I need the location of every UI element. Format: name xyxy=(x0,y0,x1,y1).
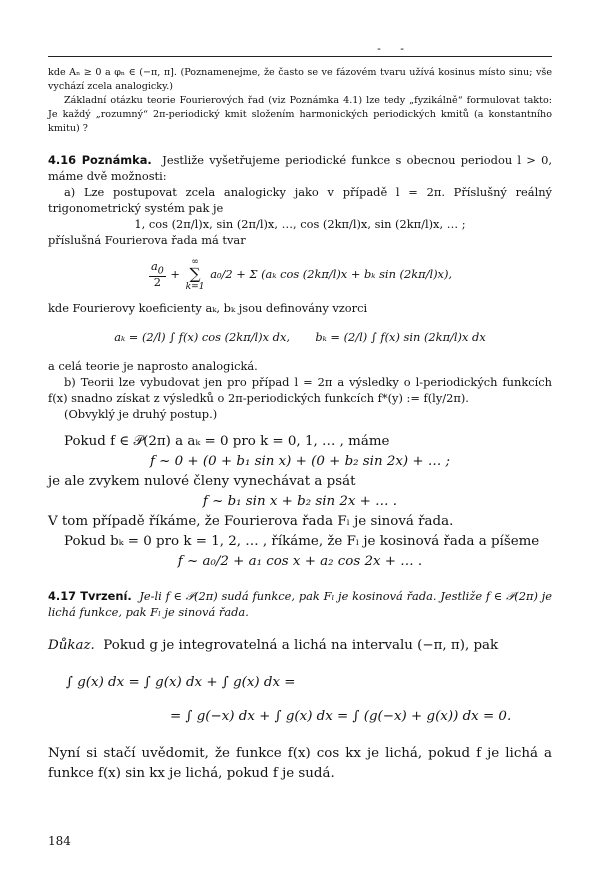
intro-paragraph-2: Základní otázku teorie Fourierových řad (viz Poznámka 4.1) lze tedy „fyzikálně“ formulovat takto: Je každý „rozumný“ 2π-periodický kmit složením harmonických periodických kmitů (a konstantního kmitu) ? xyxy=(48,95,552,134)
even-odd-f2: f ~ b₁ sin x + b₂ sin 2x + … . xyxy=(202,494,398,509)
series-intro: příslušná Fourierova řada má tvar xyxy=(48,233,246,247)
even-odd-f1: f ~ 0 + (0 + b₁ sin x) + (0 + b₂ sin 2x) + … ; xyxy=(149,454,451,469)
frac-a0-half: $\frac{a_0}{2}$ xyxy=(150,258,164,290)
even-odd-f3: f ~ a₀/2 + a₁ cos x + a₂ cos 2x + … . xyxy=(177,554,423,569)
analog-text: a celá teorie je naprosto analogická. xyxy=(48,359,258,373)
remark-option-b: b) Teorii lze vybudovat jen pro případ l = 2π a výsledky o l-periodických funkcích f(x) snadno získat z výsledků o 2π-periodických funkcích f*(y) := f(ly/2π). xyxy=(48,375,552,405)
proof-equation-2: = ∫ g(−x) dx + ∫ g(x) dx = ∫ (g(−x) + g(x)) dx = 0. xyxy=(170,709,512,724)
even-odd-p4: Pokud bₖ = 0 pro k = 1, 2, … , říkáme, že Fₗ je kosinová řada a píšeme xyxy=(64,534,540,549)
theorem-text: Je-li f ∈ 𝒫(2π) sudá funkce, pak Fₗ je kosinová řada. Jestliže f ∈ 𝒫(2π) je lichá funkce, pak Fₗ je sinová řada. xyxy=(48,589,552,619)
page xyxy=(48,0,552,893)
theorem-label: 4.17 Tvrzení. xyxy=(48,589,132,603)
coef-a-formula: aₖ = (2/l) ∫ f(x) cos (2kπ/l)x dx, xyxy=(114,330,290,344)
proof-paragraph xyxy=(48,636,552,656)
sum-symbol: ∞ ∑ k=1 xyxy=(185,257,205,292)
even-odd-p3: V tom případě říkáme, že Fourierova řada Fₗ je sinová řada. xyxy=(48,514,454,529)
proof-equation-1: ∫ g(x) dx = ∫ g(x) dx + ∫ g(x) dx = xyxy=(66,675,296,690)
usual-approach: (Obvyklý je druhý postup.) xyxy=(64,407,218,421)
trig-system: 1, cos (2π/l)x, sin (2π/l)x, …, cos (2kπ/l)x, sin (2kπ/l)x, … ; xyxy=(134,217,466,231)
remark-paragraph xyxy=(48,152,552,184)
proof-conclusion: Nyní si stačí uvědomit, že funkce f(x) cos kx je lichá, pokud f je lichá a funkce f(x) sin kx je lichá, pokud f je sudá. xyxy=(48,746,552,781)
remark-text: Jestliže vyšetřujeme periodické funkce s obecnou periodou l > 0, máme dvě možnosti: xyxy=(48,153,552,183)
coef-intro: kde Fourierovy koeficienty aₖ, bₖ jsou definovány vzorci xyxy=(48,301,368,315)
theorem-paragraph xyxy=(48,588,552,620)
coef-b-formula: bₖ = (2/l) ∫ f(x) sin (2kπ/l)x dx xyxy=(315,330,486,344)
header-rule xyxy=(48,56,552,57)
proof-label: Důkaz. xyxy=(48,638,95,653)
header-marks: - - xyxy=(377,42,412,55)
proof-text: Pokud g je integrovatelná a lichá na intervalu (−π, π), pak xyxy=(103,638,499,653)
fourier-series-formula: $\frac{a_0}{2}$ + ∞ ∑ k=1 a₀/2 + Σ (aₖ cos (2kπ/l)x + bₖ sin (2kπ/l)x), xyxy=(150,257,453,292)
remark-option-a: a) Lze postupovat zcela analogicky jako v případě l = 2π. Příslušný reálný trigonometrický systém pak je xyxy=(48,185,552,215)
coefficient-formulas xyxy=(48,320,552,354)
even-odd-p1: Pokud f ∈ 𝒫(2π) a aₖ = 0 pro k = 0, 1, … , máme xyxy=(64,434,390,449)
page-body xyxy=(48,66,552,784)
fourier-series-text: a₀/2 + Σ (aₖ cos (2kπ/l)x + bₖ sin (2kπ/l)x), xyxy=(210,267,453,281)
intro-paragraph-1: kde Aₙ ≥ 0 a φₙ ∈ (−π, π]. (Poznamenejme, že často se ve fázovém tvaru užívá kosinus místo sinu; vše vychází zcela analogicky.) xyxy=(48,67,552,92)
remark-label: 4.16 Poznámka. xyxy=(48,153,152,167)
page-number: 184 xyxy=(48,834,71,848)
even-odd-p2: je ale zvykem nulové členy vynechávat a psát xyxy=(48,474,356,489)
